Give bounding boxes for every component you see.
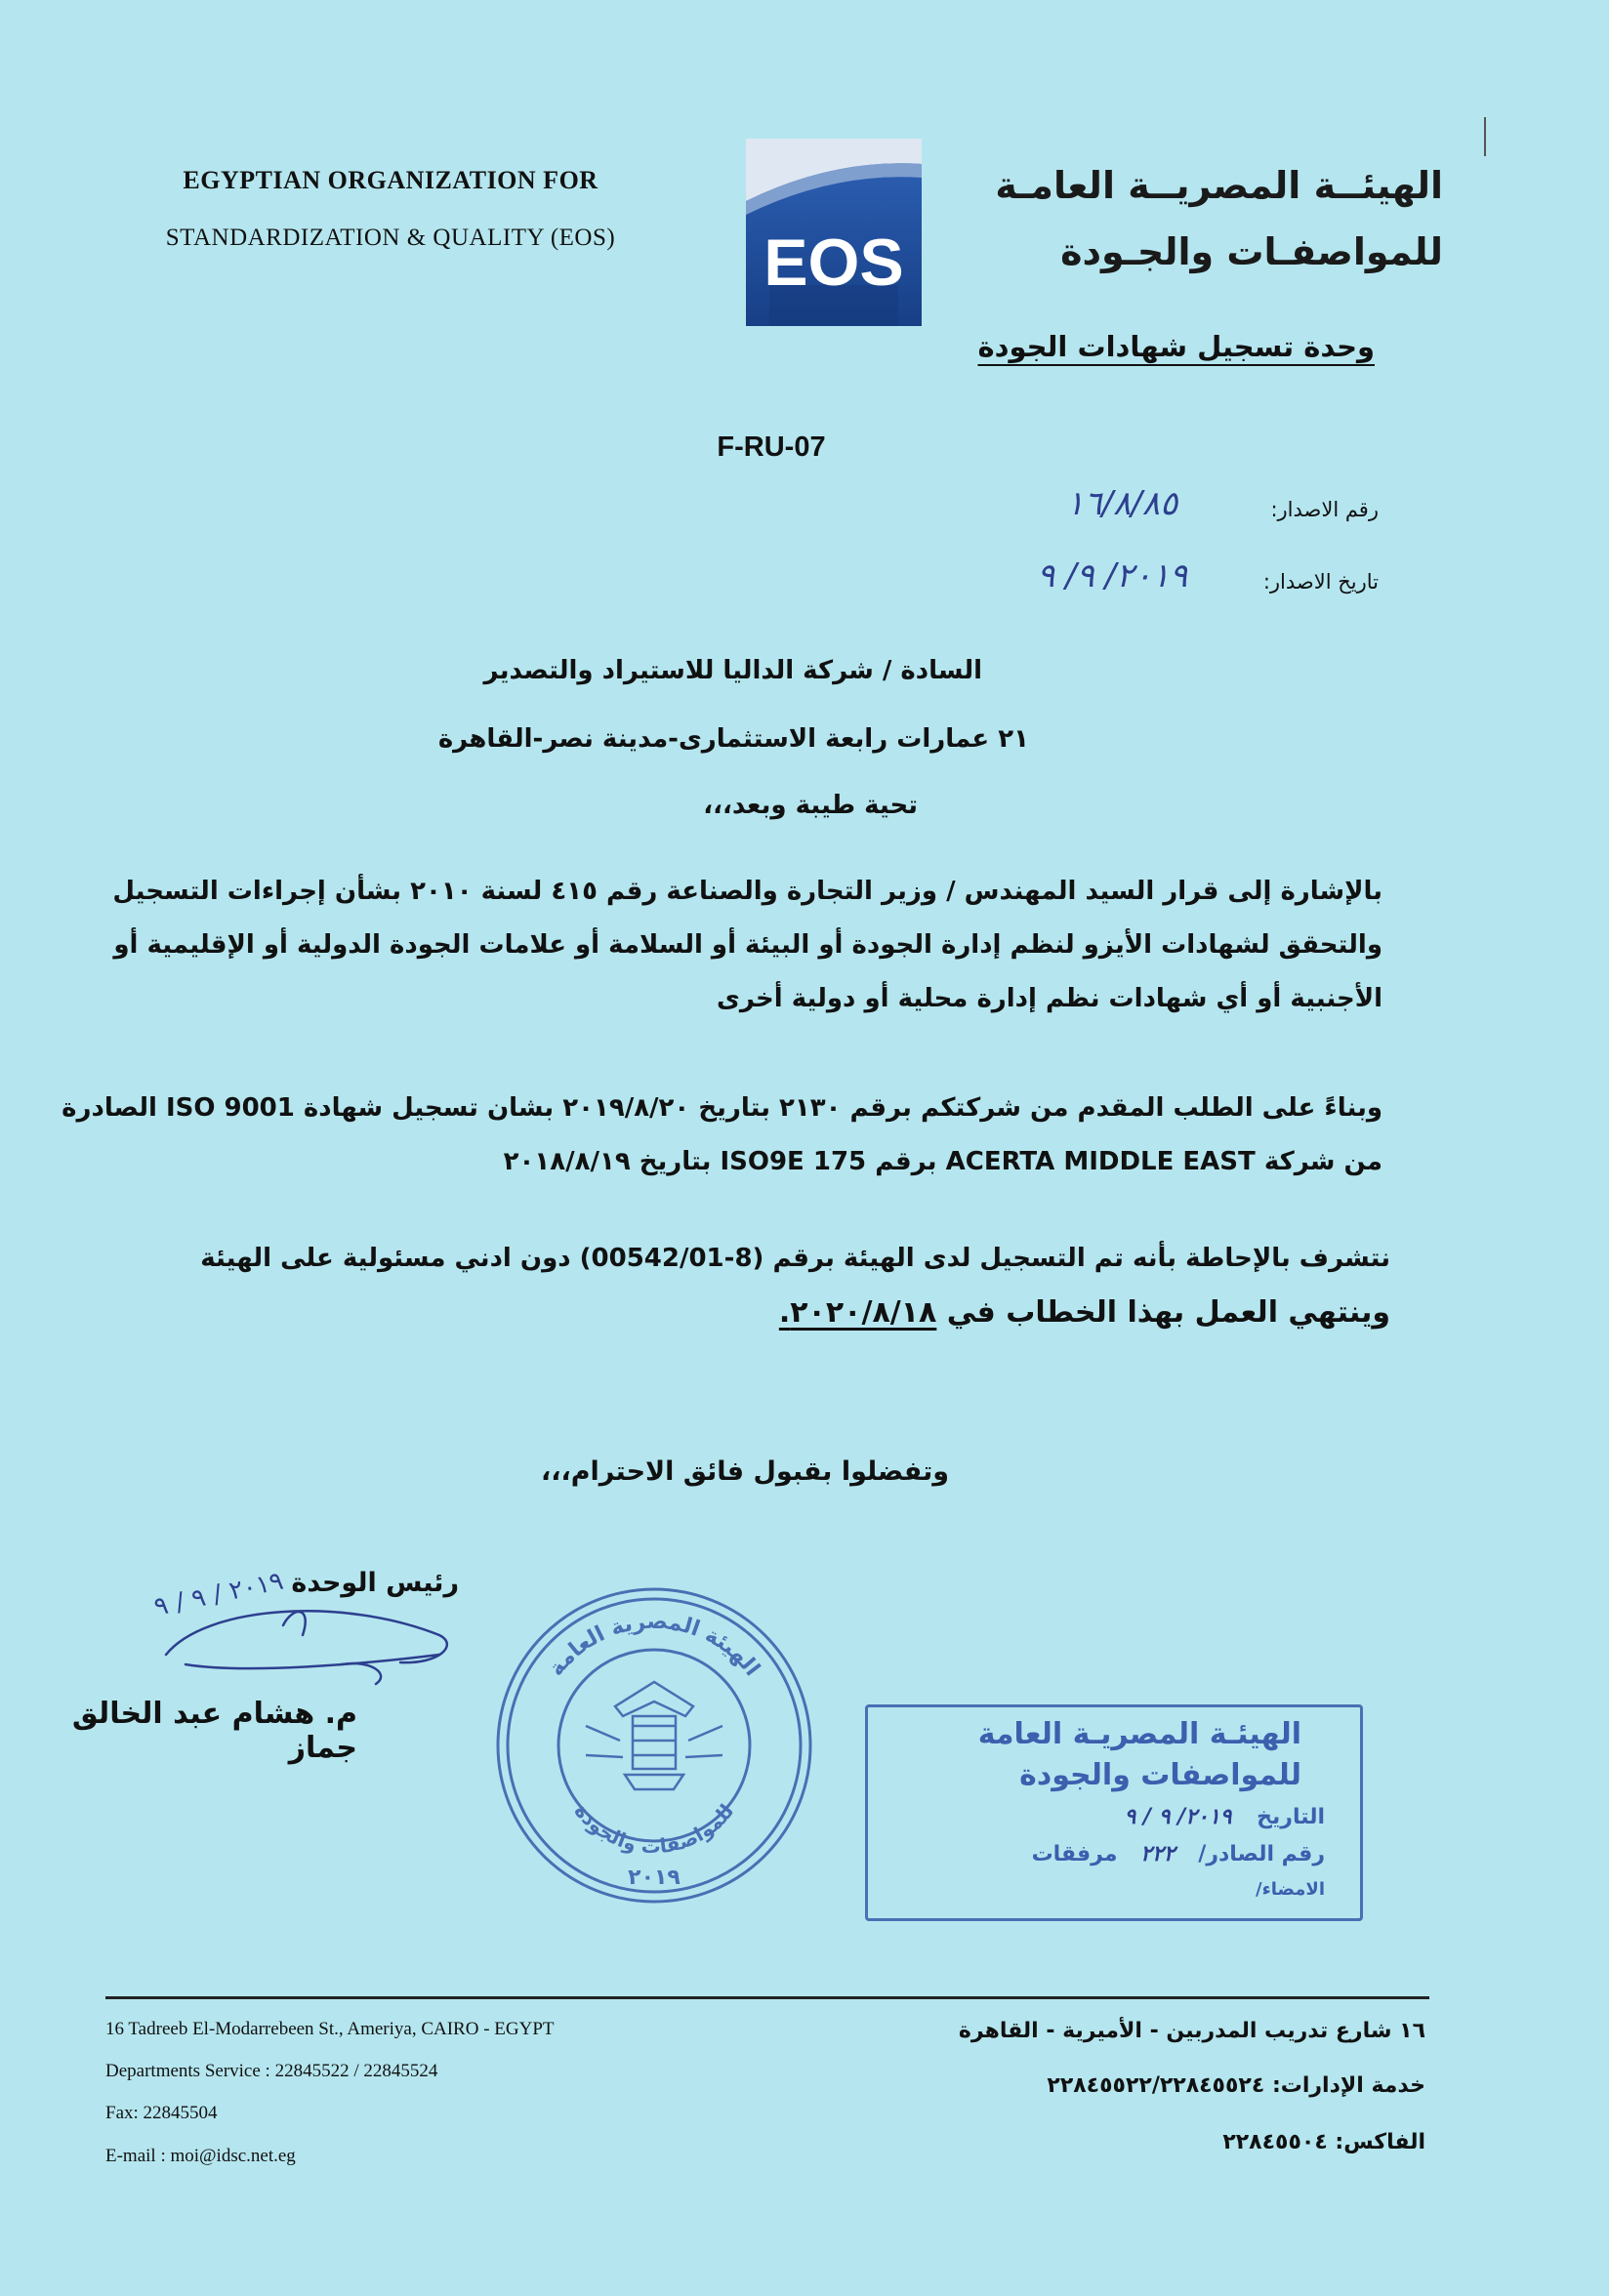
handwritten-signature bbox=[146, 1567, 478, 1713]
signatory-title: رئيس الوحدة bbox=[291, 1568, 459, 1598]
greeting: تحية طيبة وبعد،،، bbox=[703, 791, 918, 820]
eagle-emblem-icon bbox=[586, 1682, 722, 1789]
handwritten-date: ٢٠١٩ / ٩ / ٩ bbox=[151, 1567, 286, 1622]
paragraph-1 bbox=[112, 865, 1382, 1026]
addressee-line2: ٢١ عمارات رابعة الاستثمارى-مدينة نصر-القاهرة bbox=[437, 724, 1029, 754]
logo-text: EOS bbox=[763, 226, 904, 300]
rect-stamp-line4 bbox=[1032, 1842, 1325, 1866]
rect-stamp-date-label: التاريخ bbox=[1257, 1805, 1325, 1829]
issue-number-label: رقم الاصدار: bbox=[1270, 498, 1379, 521]
org-name-en-line1: EGYPTIAN ORGANIZATION FOR bbox=[183, 166, 598, 194]
expiry-date: ٢٠٢٠/٨/١٨. bbox=[778, 1295, 937, 1330]
org-name-en-line2: STANDARDIZATION & QUALITY (EOS) bbox=[165, 225, 616, 251]
footer-departments-ar: خدمة الإدارات: ٢٢٨٤٥٥٢٢/٢٢٨٤٥٥٢٤ bbox=[1047, 2073, 1425, 2098]
rect-stamp-signature-label: الامضاء/ bbox=[1256, 1879, 1325, 1900]
issue-date-label: تاريخ الاصدار: bbox=[1262, 570, 1379, 594]
expiry-prefix: وينتهي العمل بهذا الخطاب في bbox=[946, 1295, 1390, 1330]
paragraph-2-line: وبناءً على الطلب المقدم من شركتكم برقم ٢١٣٠ بتاريخ ٢٠١٩/٨/٢٠ بشان تسجيل شهادة ISO 9001 الصادرة bbox=[62, 1093, 1382, 1123]
addressee-line1: السادة / شركة الداليا للاستيراد والتصدير bbox=[483, 656, 982, 685]
org-name-ar-line1: الهيئــة المصريــة العامـة bbox=[995, 164, 1443, 207]
form-reference: F-RU-07 bbox=[717, 431, 826, 463]
footer-email-en: E-mail : moi@idsc.net.eg bbox=[105, 2146, 296, 2166]
scan-edge-mark bbox=[1484, 117, 1486, 156]
footer-address-en: 16 Tadreeb El-Modarrebeen St., Ameriya, CAIRO - EGYPT bbox=[105, 2019, 555, 2039]
round-stamp-top-text: الهيئة المصرية العامة bbox=[544, 1609, 764, 1681]
paragraph-1-line: بالإشارة إلى قرار السيد المهندس / وزير التجارة والصناعة رقم ٤١٥ لسنة ٢٠١٠ بشأن إجراءات التسجيل bbox=[112, 877, 1382, 906]
paragraph-3-line2 bbox=[180, 1286, 1390, 1339]
rect-stamp-outgoing-label: رقم الصادر/ bbox=[1198, 1842, 1325, 1866]
paragraph-2-line: من شركة ACERTA MIDDLE EAST برقم ISO9E 175 بتاريخ ٢٠١٨/٨/١٩ bbox=[503, 1147, 1382, 1176]
round-stamp-bottom-text: للمواصفات والجودة bbox=[569, 1799, 739, 1859]
rect-stamp-line1: الهيئـة المصريـة العامة bbox=[977, 1717, 1301, 1751]
issue-date-value: ٢٠١٩/ ٩/ ٩ bbox=[1037, 556, 1188, 595]
paragraph-3 bbox=[180, 1232, 1390, 1339]
footer-fax-ar: الفاكس: ٢٢٨٤٥٥٠٤ bbox=[1222, 2130, 1425, 2154]
paragraph-1-line: والتحقق لشهادات الأيزو لنظم إدارة الجودة أو البيئة أو السلامة أو علامات الجودة الدولية أو الإقليمية أو bbox=[113, 930, 1382, 960]
round-official-stamp bbox=[478, 1570, 830, 1921]
footer-divider bbox=[105, 1996, 1429, 1999]
paragraph-3-line1: نتشرف بالإحاطة بأنه تم التسجيل لدى الهيئة برقم (8-00542/01) دون ادني مسئولية على الهيئة bbox=[200, 1244, 1390, 1273]
footer-address-ar: ١٦ شارع تدريب المدربين - الأميرية - القاهرة bbox=[958, 2019, 1425, 2043]
signatory-name: م. هشام عبد الخالق جماز bbox=[71, 1697, 357, 1765]
org-name-ar-line2: للمواصفـات والجـودة bbox=[1060, 230, 1443, 273]
rect-stamp-line2: للمواصفات والجودة bbox=[1019, 1758, 1301, 1792]
rect-stamp-attachments-label: مرفقات bbox=[1031, 1842, 1118, 1866]
rect-stamp-date-value: ٢٠١٩/ ٩ / ٩ bbox=[1124, 1805, 1232, 1829]
rect-stamp-line3 bbox=[1125, 1805, 1325, 1829]
paragraph-2 bbox=[62, 1082, 1382, 1189]
rectangular-registry-stamp bbox=[865, 1704, 1363, 1921]
svg-text:للمواصفات والجودة bbox=[570, 1799, 739, 1858]
issue-number-value: ١٦/٨/٨٥ bbox=[1066, 484, 1178, 523]
unit-title: وحدة تسجيل شهادات الجودة bbox=[977, 330, 1375, 363]
round-stamp-number: ٢٠١٩ bbox=[628, 1866, 681, 1890]
rect-stamp-outgoing-value: ٢٢٢ bbox=[1140, 1842, 1176, 1866]
eos-logo bbox=[746, 139, 922, 326]
footer-departments-en: Departments Service : 22845522 / 22845524 bbox=[105, 2061, 438, 2081]
closing-line: وتفضلوا بقبول فائق الاحترام،،، bbox=[540, 1456, 949, 1487]
paragraph-1-line: الأجنبية أو أي شهادات نظم إدارة محلية أو دولية أخرى bbox=[717, 984, 1382, 1013]
footer-fax-en: Fax: 22845504 bbox=[105, 2103, 218, 2123]
